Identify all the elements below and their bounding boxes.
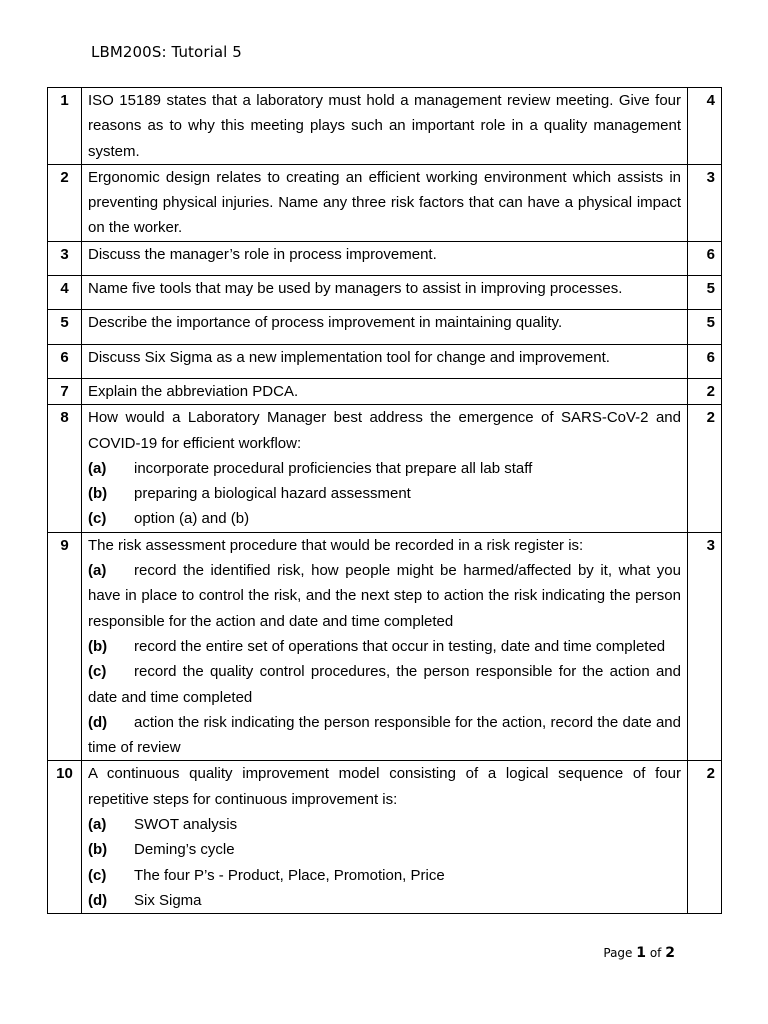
question-marks: 6	[688, 344, 722, 378]
option-text: record the quality control procedures, the person responsible for the action and date and time completed	[88, 663, 681, 706]
question-row	[48, 405, 722, 532]
option-letter: (d)	[88, 713, 108, 731]
document-title: LBM200S: Tutorial 5	[91, 43, 242, 61]
question-text: How would a Laboratory Manager best address the emergence of SARS-CoV-2 and COVID-19 for efficient workflow:	[88, 409, 681, 452]
question-row	[48, 241, 722, 275]
question-number: 9	[48, 532, 82, 761]
option-text: The four P’s - Product, Place, Promotion, Price	[134, 866, 445, 884]
question-cell	[82, 405, 688, 532]
answer-option	[88, 558, 681, 634]
answer-option	[88, 506, 681, 531]
option-text: record the entire set of operations that occur in testing, date and time completed	[134, 637, 666, 655]
question-row	[48, 344, 722, 378]
answer-option	[88, 659, 681, 710]
option-letter: (c)	[88, 510, 107, 528]
answer-option	[88, 456, 681, 481]
question-marks: 3	[688, 532, 722, 761]
option-letter: (a)	[88, 562, 107, 580]
question-number: 7	[48, 378, 82, 404]
question-text: ISO 15189 states that a laboratory must hold a management review meeting. Give four reasons as to why this meeting plays such an important role in a quality management system.	[82, 88, 688, 165]
option-letter: (c)	[88, 866, 107, 884]
question-row	[48, 310, 722, 344]
question-marks: 3	[688, 164, 722, 241]
question-row	[48, 276, 722, 310]
option-text: incorporate procedural proficiencies that prepare all lab staff	[134, 459, 533, 477]
question-marks: 2	[688, 761, 722, 914]
question-marks: 5	[688, 310, 722, 344]
option-letter: (c)	[88, 663, 107, 681]
question-row	[48, 532, 722, 761]
answer-option	[88, 888, 681, 913]
question-text: Describe the importance of process improvement in maintaining quality.	[82, 310, 688, 344]
question-number: 10	[48, 761, 82, 914]
option-text: Deming’s cycle	[134, 841, 235, 859]
question-marks: 4	[688, 88, 722, 165]
question-marks: 2	[688, 378, 722, 404]
question-cell	[82, 532, 688, 761]
answer-option	[88, 812, 681, 837]
option-text: option (a) and (b)	[134, 510, 250, 528]
option-letter: (a)	[88, 816, 107, 834]
question-text: The risk assessment procedure that would be recorded in a risk register is:	[88, 536, 584, 554]
answer-option	[88, 481, 681, 506]
question-text: Discuss Six Sigma as a new implementation tool for change and improvement.	[82, 344, 688, 378]
option-letter: (b)	[88, 637, 108, 655]
question-number: 1	[48, 88, 82, 165]
question-row	[48, 378, 722, 404]
option-text: action the risk indicating the person responsible for the action, record the date and time of review	[88, 713, 681, 757]
option-text: SWOT analysis	[134, 816, 238, 834]
option-text: Six Sigma	[134, 891, 202, 909]
question-number: 5	[48, 310, 82, 344]
current-page-number: 1	[636, 945, 647, 961]
question-number: 2	[48, 164, 82, 241]
question-marks: 2	[688, 405, 722, 532]
option-letter: (b)	[88, 485, 108, 503]
page-label: Page	[603, 946, 633, 960]
question-number: 6	[48, 344, 82, 378]
option-text: record the identified risk, how people might be harmed/affected by it, what you have in place to control the risk, and the next step to action the risk indicating the person responsible for the action and date and time completed	[88, 562, 681, 630]
questions-table	[47, 87, 722, 914]
question-text: Explain the abbreviation PDCA.	[82, 378, 688, 404]
question-number: 8	[48, 405, 82, 532]
question-row	[48, 164, 722, 241]
question-number: 3	[48, 241, 82, 275]
answer-option	[88, 710, 681, 761]
question-text: Discuss the manager’s role in process improvement.	[82, 241, 688, 275]
question-text: Ergonomic design relates to creating an efficient working environment which assists in preventing physical injuries. Name any three risk factors that can have a physical impact on the worker.	[82, 164, 688, 241]
question-number: 4	[48, 276, 82, 310]
option-letter: (d)	[88, 891, 108, 909]
answer-option	[88, 863, 681, 888]
question-marks: 6	[688, 241, 722, 275]
question-row	[48, 761, 722, 914]
question-marks: 5	[688, 276, 722, 310]
total-pages-number: 2	[665, 945, 675, 961]
option-letter: (b)	[88, 841, 108, 859]
question-text: A continuous quality improvement model consisting of a logical sequence of four repetitive steps for continuous improvement is:	[88, 765, 681, 808]
option-letter: (a)	[88, 459, 107, 477]
page-footer	[603, 945, 675, 961]
answer-option	[88, 634, 681, 659]
of-label: of	[649, 946, 662, 960]
question-text: Name five tools that may be used by managers to assist in improving processes.	[82, 276, 688, 310]
option-text: preparing a biological hazard assessment	[134, 485, 411, 503]
answer-option	[88, 837, 681, 862]
question-cell	[82, 761, 688, 914]
question-row	[48, 88, 722, 165]
